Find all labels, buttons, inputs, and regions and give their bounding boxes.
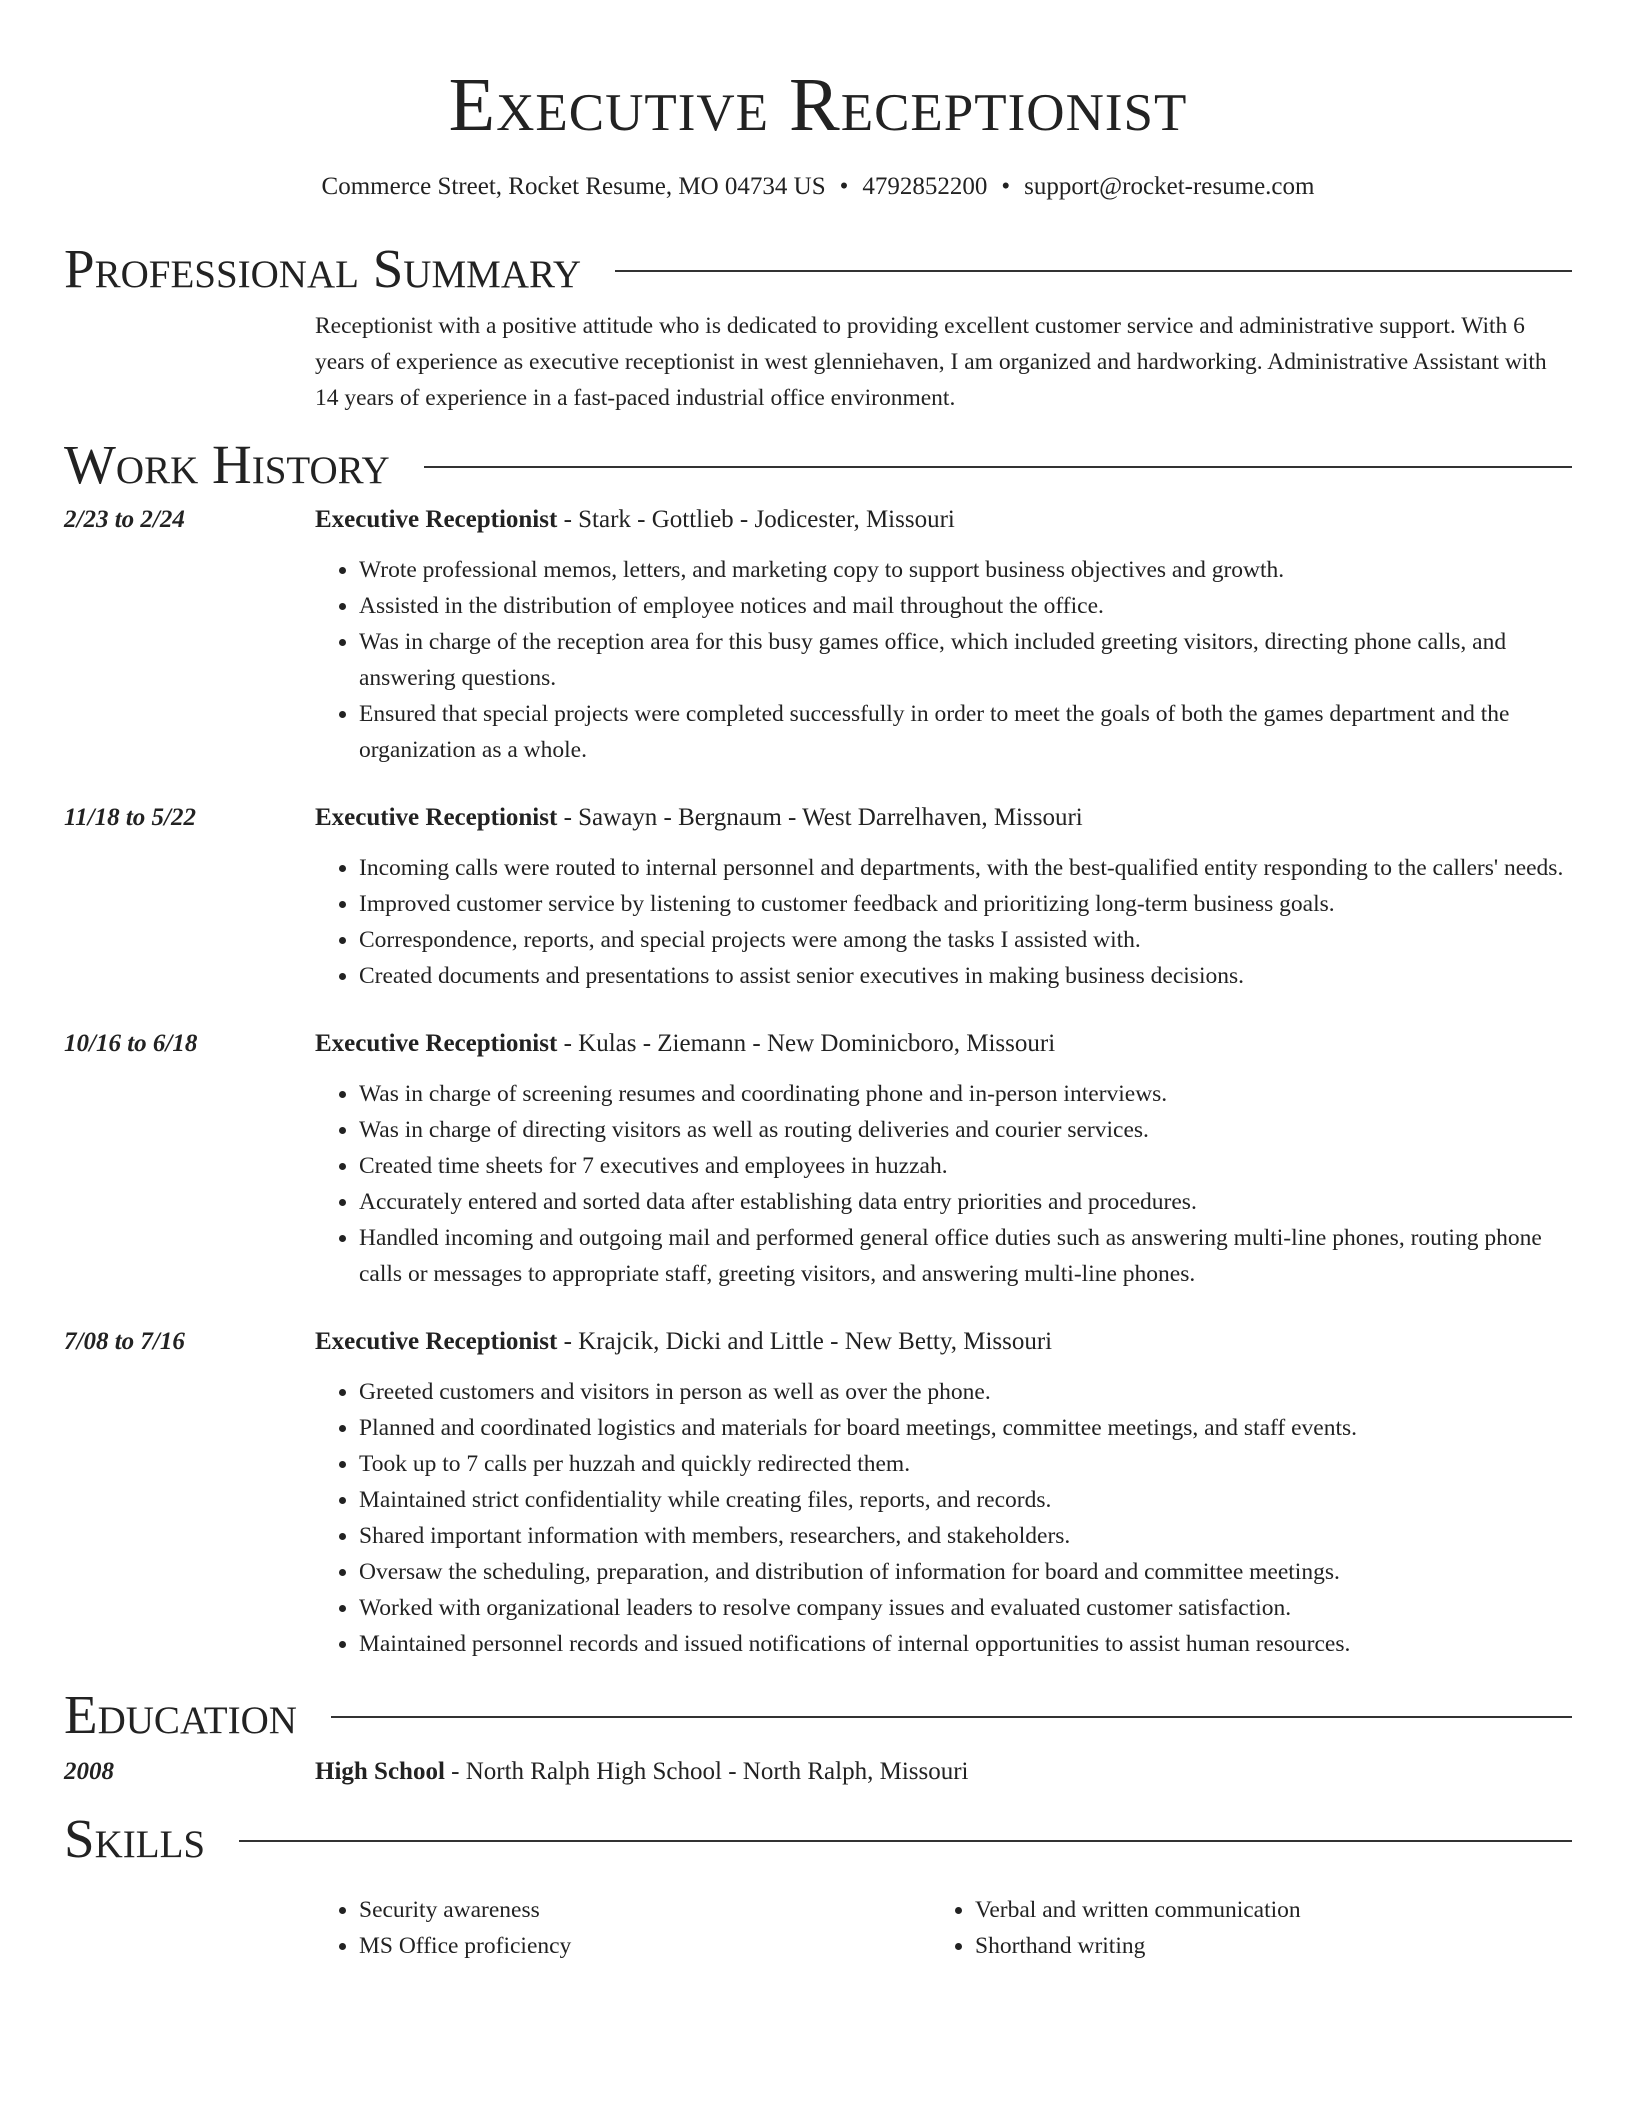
section-divider xyxy=(239,1840,1572,1842)
job-heading xyxy=(315,800,1572,836)
summary-section-header xyxy=(64,238,1572,300)
education-school: - North Ralph High School - North Ralph, Missouri xyxy=(444,1758,969,1785)
education-body xyxy=(315,1754,1572,1790)
skill-item: • Security awareness xyxy=(359,1892,931,1928)
job-employer: - Stark - Gottlieb - Jodicester, Missouri xyxy=(557,506,955,533)
skill-item: • MS Office proficiency xyxy=(359,1928,931,1964)
job-body xyxy=(315,502,1572,768)
skills-section-header xyxy=(64,1808,1572,1870)
job-bullet: • Created time sheets for 7 executives and employees in huzzah. xyxy=(359,1148,1572,1184)
skills-grid xyxy=(315,1892,1572,1964)
job-body xyxy=(315,800,1572,994)
job-bullet: • Assisted in the distribution of employee notices and mail throughout the office. xyxy=(359,588,1572,624)
section-divider xyxy=(615,270,1572,272)
job-bullet: • Handled incoming and outgoing mail and performed general office duties such as answering multi-line phones, routing phone calls or messages to appropriate staff, greeting visitors, and answering multi-line phones. xyxy=(359,1220,1572,1292)
job-bullet: • Was in charge of directing visitors as well as routing deliveries and courier services. xyxy=(359,1112,1572,1148)
job-dates: 7/08 to 7/16 xyxy=(64,1328,185,1355)
contact-phone: 4792852200 xyxy=(862,173,988,200)
job-bullet: • Created documents and presentations to assist senior executives in making business decisions. xyxy=(359,958,1572,994)
skill-item: • Verbal and written communication xyxy=(975,1892,1547,1928)
section-divider xyxy=(331,1716,1572,1718)
section-title-education: Education xyxy=(64,1684,297,1745)
skills-column-right xyxy=(931,1892,1547,1964)
job-bullet: • Accurately entered and sorted data after establishing data entry priorities and procedures. xyxy=(359,1184,1572,1220)
job-body xyxy=(315,1324,1572,1662)
job-employer: - Krajcik, Dicki and Little - New Betty, Missouri xyxy=(557,1328,1053,1355)
job-bullet: • Oversaw the scheduling, preparation, and distribution of information for board and committee meetings. xyxy=(359,1554,1572,1590)
summary-text: Receptionist with a positive attitude who is dedicated to providing excellent customer service and administrative support. With 6 years of experience as executive receptionist in west glenniehaven, I am organized and hardworking. Administrative Assistant with 14 years of experience in a fast-paced industrial office environment. xyxy=(315,313,1547,411)
job-heading xyxy=(315,1324,1572,1360)
job-bullets xyxy=(315,1374,1572,1662)
job-bullet: • Correspondence, reports, and special projects were among the tasks I assisted with. xyxy=(359,922,1572,958)
education-year: 2008 xyxy=(64,1758,114,1785)
education-heading xyxy=(315,1754,1572,1790)
job-bullet: • Improved customer service by listening to customer feedback and prioritizing long-term business goals. xyxy=(359,886,1572,922)
job-entry xyxy=(64,1324,1572,1662)
contact-separator: • xyxy=(839,173,849,200)
resume-page xyxy=(64,0,1572,1964)
section-title-skills: Skills xyxy=(64,1808,206,1869)
contact-email: support@rocket-resume.com xyxy=(1024,173,1315,200)
job-heading xyxy=(315,1026,1572,1062)
job-bullet: • Planned and coordinated logistics and materials for board meetings, committee meetings, and staff events. xyxy=(359,1410,1572,1446)
job-entry xyxy=(64,800,1572,994)
job-bullet: • Greeted customers and visitors in person as well as over the phone. xyxy=(359,1374,1572,1410)
work-section-header xyxy=(64,434,1572,496)
job-bullet: • Shared important information with members, researchers, and stakeholders. xyxy=(359,1518,1572,1554)
job-bullets xyxy=(315,552,1572,768)
work-history-list xyxy=(64,502,1572,1662)
job-dates: 2/23 to 2/24 xyxy=(64,506,185,533)
job-entry xyxy=(64,1026,1572,1292)
contact-address: Commerce Street, Rocket Resume, MO 04734 US xyxy=(321,173,826,200)
resume-name: Executive Receptionist xyxy=(448,63,1188,147)
contact-line xyxy=(64,172,1572,202)
job-bullet: • Maintained personnel records and issued notifications of internal opportunities to assist human resources. xyxy=(359,1626,1572,1662)
job-bullet: • Ensured that special projects were completed successfully in order to meet the goals of both the games department and the organization as a whole. xyxy=(359,696,1572,768)
job-entry xyxy=(64,502,1572,768)
education-degree: High School xyxy=(315,1758,445,1785)
job-bullet: • Took up to 7 calls per huzzah and quickly redirected them. xyxy=(359,1446,1572,1482)
job-bullet: • Maintained strict confidentiality while creating files, reports, and records. xyxy=(359,1482,1572,1518)
job-bullet: • Was in charge of the reception area for this busy games office, which included greeting visitors, directing phone calls, and answering questions. xyxy=(359,624,1572,696)
section-divider xyxy=(424,466,1572,468)
job-bullets xyxy=(315,1076,1572,1292)
section-title-work: Work History xyxy=(64,434,390,495)
job-bullet: • Was in charge of screening resumes and coordinating phone and in-person interviews. xyxy=(359,1076,1572,1112)
education-section-header xyxy=(64,1684,1572,1746)
job-bullets xyxy=(315,850,1572,994)
job-title: Executive Receptionist xyxy=(315,1030,558,1057)
contact-separator: • xyxy=(1001,173,1011,200)
education-entry xyxy=(64,1754,1572,1790)
job-dates: 10/16 to 6/18 xyxy=(64,1030,198,1057)
job-employer: - Kulas - Ziemann - New Dominicboro, Missouri xyxy=(557,1030,1056,1057)
job-bullet: • Wrote professional memos, letters, and marketing copy to support business objectives and growth. xyxy=(359,552,1572,588)
skills-column-left xyxy=(315,1892,931,1964)
job-title: Executive Receptionist xyxy=(315,804,558,831)
job-bullet: • Incoming calls were routed to internal personnel and departments, with the best-qualified entity responding to the callers' needs. xyxy=(359,850,1572,886)
job-title: Executive Receptionist xyxy=(315,506,558,533)
section-title-summary: Professional Summary xyxy=(64,238,582,299)
job-dates: 11/18 to 5/22 xyxy=(64,804,196,831)
job-bullet: • Worked with organizational leaders to resolve company issues and evaluated customer satisfaction. xyxy=(359,1590,1572,1626)
job-title: Executive Receptionist xyxy=(315,1328,558,1355)
skill-item: • Shorthand writing xyxy=(975,1928,1547,1964)
job-body xyxy=(315,1026,1572,1292)
job-employer: - Sawayn - Bergnaum - West Darrelhaven, Missouri xyxy=(557,804,1083,831)
job-heading xyxy=(315,502,1572,538)
